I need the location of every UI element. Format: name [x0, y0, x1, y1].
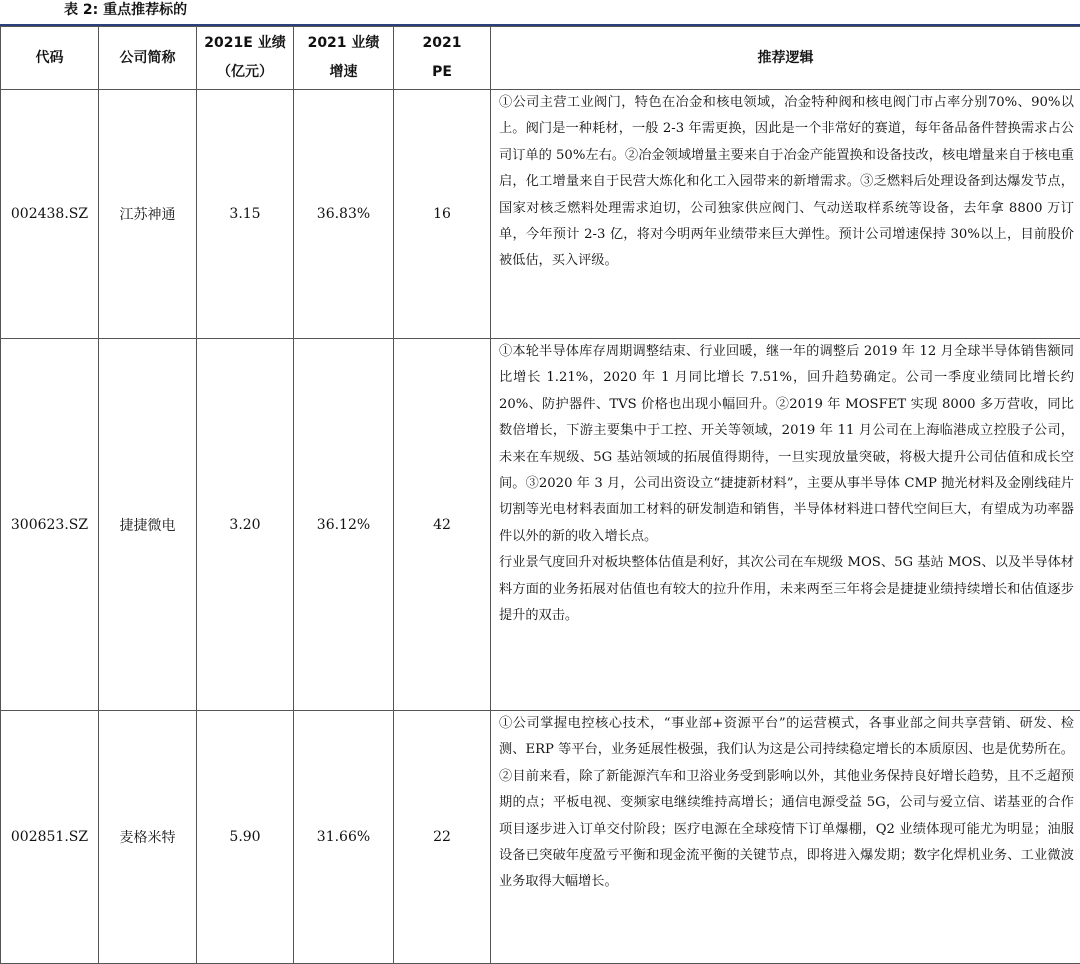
- row-growth: 36.83%: [294, 90, 394, 339]
- table-row: [1, 90, 1080, 339]
- row-logic: [491, 339, 1080, 711]
- row-pe: 42: [394, 339, 491, 711]
- table-row: [1, 711, 1080, 964]
- header-growth: [294, 27, 394, 90]
- row-code: 002851.SZ: [1, 711, 99, 964]
- header-growth-line2: 增速: [294, 58, 393, 87]
- header-logic: 推荐逻辑: [491, 27, 1080, 90]
- logic-paragraph: ①公司掌握电控核心技术，“事业部+资源平台”的运营模式，各事业部之间共享营销、研发、检测、ERP 等平台，业务延展性极强，我们认为这是公司持续稳定增长的本质原因、也是优势所在。②目前来看，除了新能源汽车和卫浴业务受到影响以外，其他业务保持良好增长趋势，且不乏超预期的点；平板电视、变频家电继续维持高增长；通信电源受益 5G，公司与爱立信、诺基亚的合作项目逐步进入订单交付阶段；医疗电源在全球疫情下订单爆棚，Q2 业绩体现可能尤为明显；油服设备已突破年度盈亏平衡和现金流平衡的关键节点，即将进入爆发期；数字化焊机业务、工业微波业务取得大幅增长。: [499, 711, 1074, 896]
- header-profit-line2: （亿元）: [197, 58, 293, 87]
- row-code: 300623.SZ: [1, 339, 99, 711]
- logic-paragraph: ①公司主营工业阀门，特色在冶金和核电领域，冶金特种阀和核电阀门市占率分别70%、90%以上。阀门是一种耗材，一般 2-3 年需更换，因此是一个非常好的赛道，每年备品备件替换需求占公司订单的 50%左右。②冶金领域增量主要来自于冶金产能置换和设备技改，核电增量来自于核电重启，化工增量来自于民营大炼化和化工入园带来的新增需求。③乏燃料后处理设备到达爆发节点，国家对核乏燃料处理需求迫切，公司独家供应阀门、气动送取样系统等设备，去年拿 8800 万订单，今年预计 2-3 亿，将对今明两年业绩带来巨大弹性。预计公司增速保持 30%以上，目前股价被低估，买入评级。: [499, 90, 1074, 275]
- row-pe: 16: [394, 90, 491, 339]
- header-pe: [394, 27, 491, 90]
- header-row: [1, 27, 1080, 90]
- row-growth: 31.66%: [294, 711, 394, 964]
- row-profit: 3.20: [197, 339, 294, 711]
- header-code: 代码: [1, 27, 99, 90]
- logic-paragraph: ①本轮半导体库存周期调整结束、行业回暖，继一年的调整后 2019 年 12 月全球半导体销售额同比增长 1.21%，2020 年 1 月同比增长 7.51%，回升趋势确定。公司一季度业绩同比增长约 20%、防护器件、TVS 价格也出现小幅回升。②2019 年 MOSFET 实现 8000 多万营收，同比数倍增长，下游主要集中于工控、开关等领域，2019 年 11 月公司在上海临港成立控股子公司，未来在车规级、5G 基站领域的拓展值得期待，一旦实现放量突破，将极大提升公司估值和成长空间。③2020 年 3 月，公司出资设立“捷捷新材料”，主要从事半导体 CMP 抛光材料及金刚线硅片切割等光电材料表面加工材料的研发制造和销售，半导体材料进口替代空间巨大，有望成为功率器件以外的新的收入增长点。: [499, 339, 1074, 550]
- row-pe: 22: [394, 711, 491, 964]
- row-logic: [491, 90, 1080, 339]
- recommendation-table: [0, 26, 1080, 964]
- row-growth: 36.12%: [294, 339, 394, 711]
- table-row: [1, 339, 1080, 711]
- logic-paragraph: 行业景气度回升对板块整体估值是利好，其次公司在车规级 MOS、5G 基站 MOS、以及半导体材料方面的业务拓展对估值也有较大的拉升作用，未来两至三年将会是捷捷业绩持续增长和估值逐步提升的双击。: [499, 550, 1074, 629]
- header-pe-line1: 2021: [394, 29, 490, 58]
- row-profit: 5.90: [197, 711, 294, 964]
- row-name: 江苏神通: [99, 90, 197, 339]
- row-code: 002438.SZ: [1, 90, 99, 339]
- row-logic: [491, 711, 1080, 964]
- header-growth-line1: 2021 业绩: [294, 29, 393, 58]
- row-name: 麦格米特: [99, 711, 197, 964]
- row-name: 捷捷微电: [99, 339, 197, 711]
- header-profit: [197, 27, 294, 90]
- header-profit-line1: 2021E 业绩: [197, 29, 293, 58]
- row-profit: 3.15: [197, 90, 294, 339]
- table-caption: 表 2: 重点推荐标的: [64, 0, 187, 22]
- header-name: 公司简称: [99, 27, 197, 90]
- header-pe-line2: PE: [394, 58, 490, 87]
